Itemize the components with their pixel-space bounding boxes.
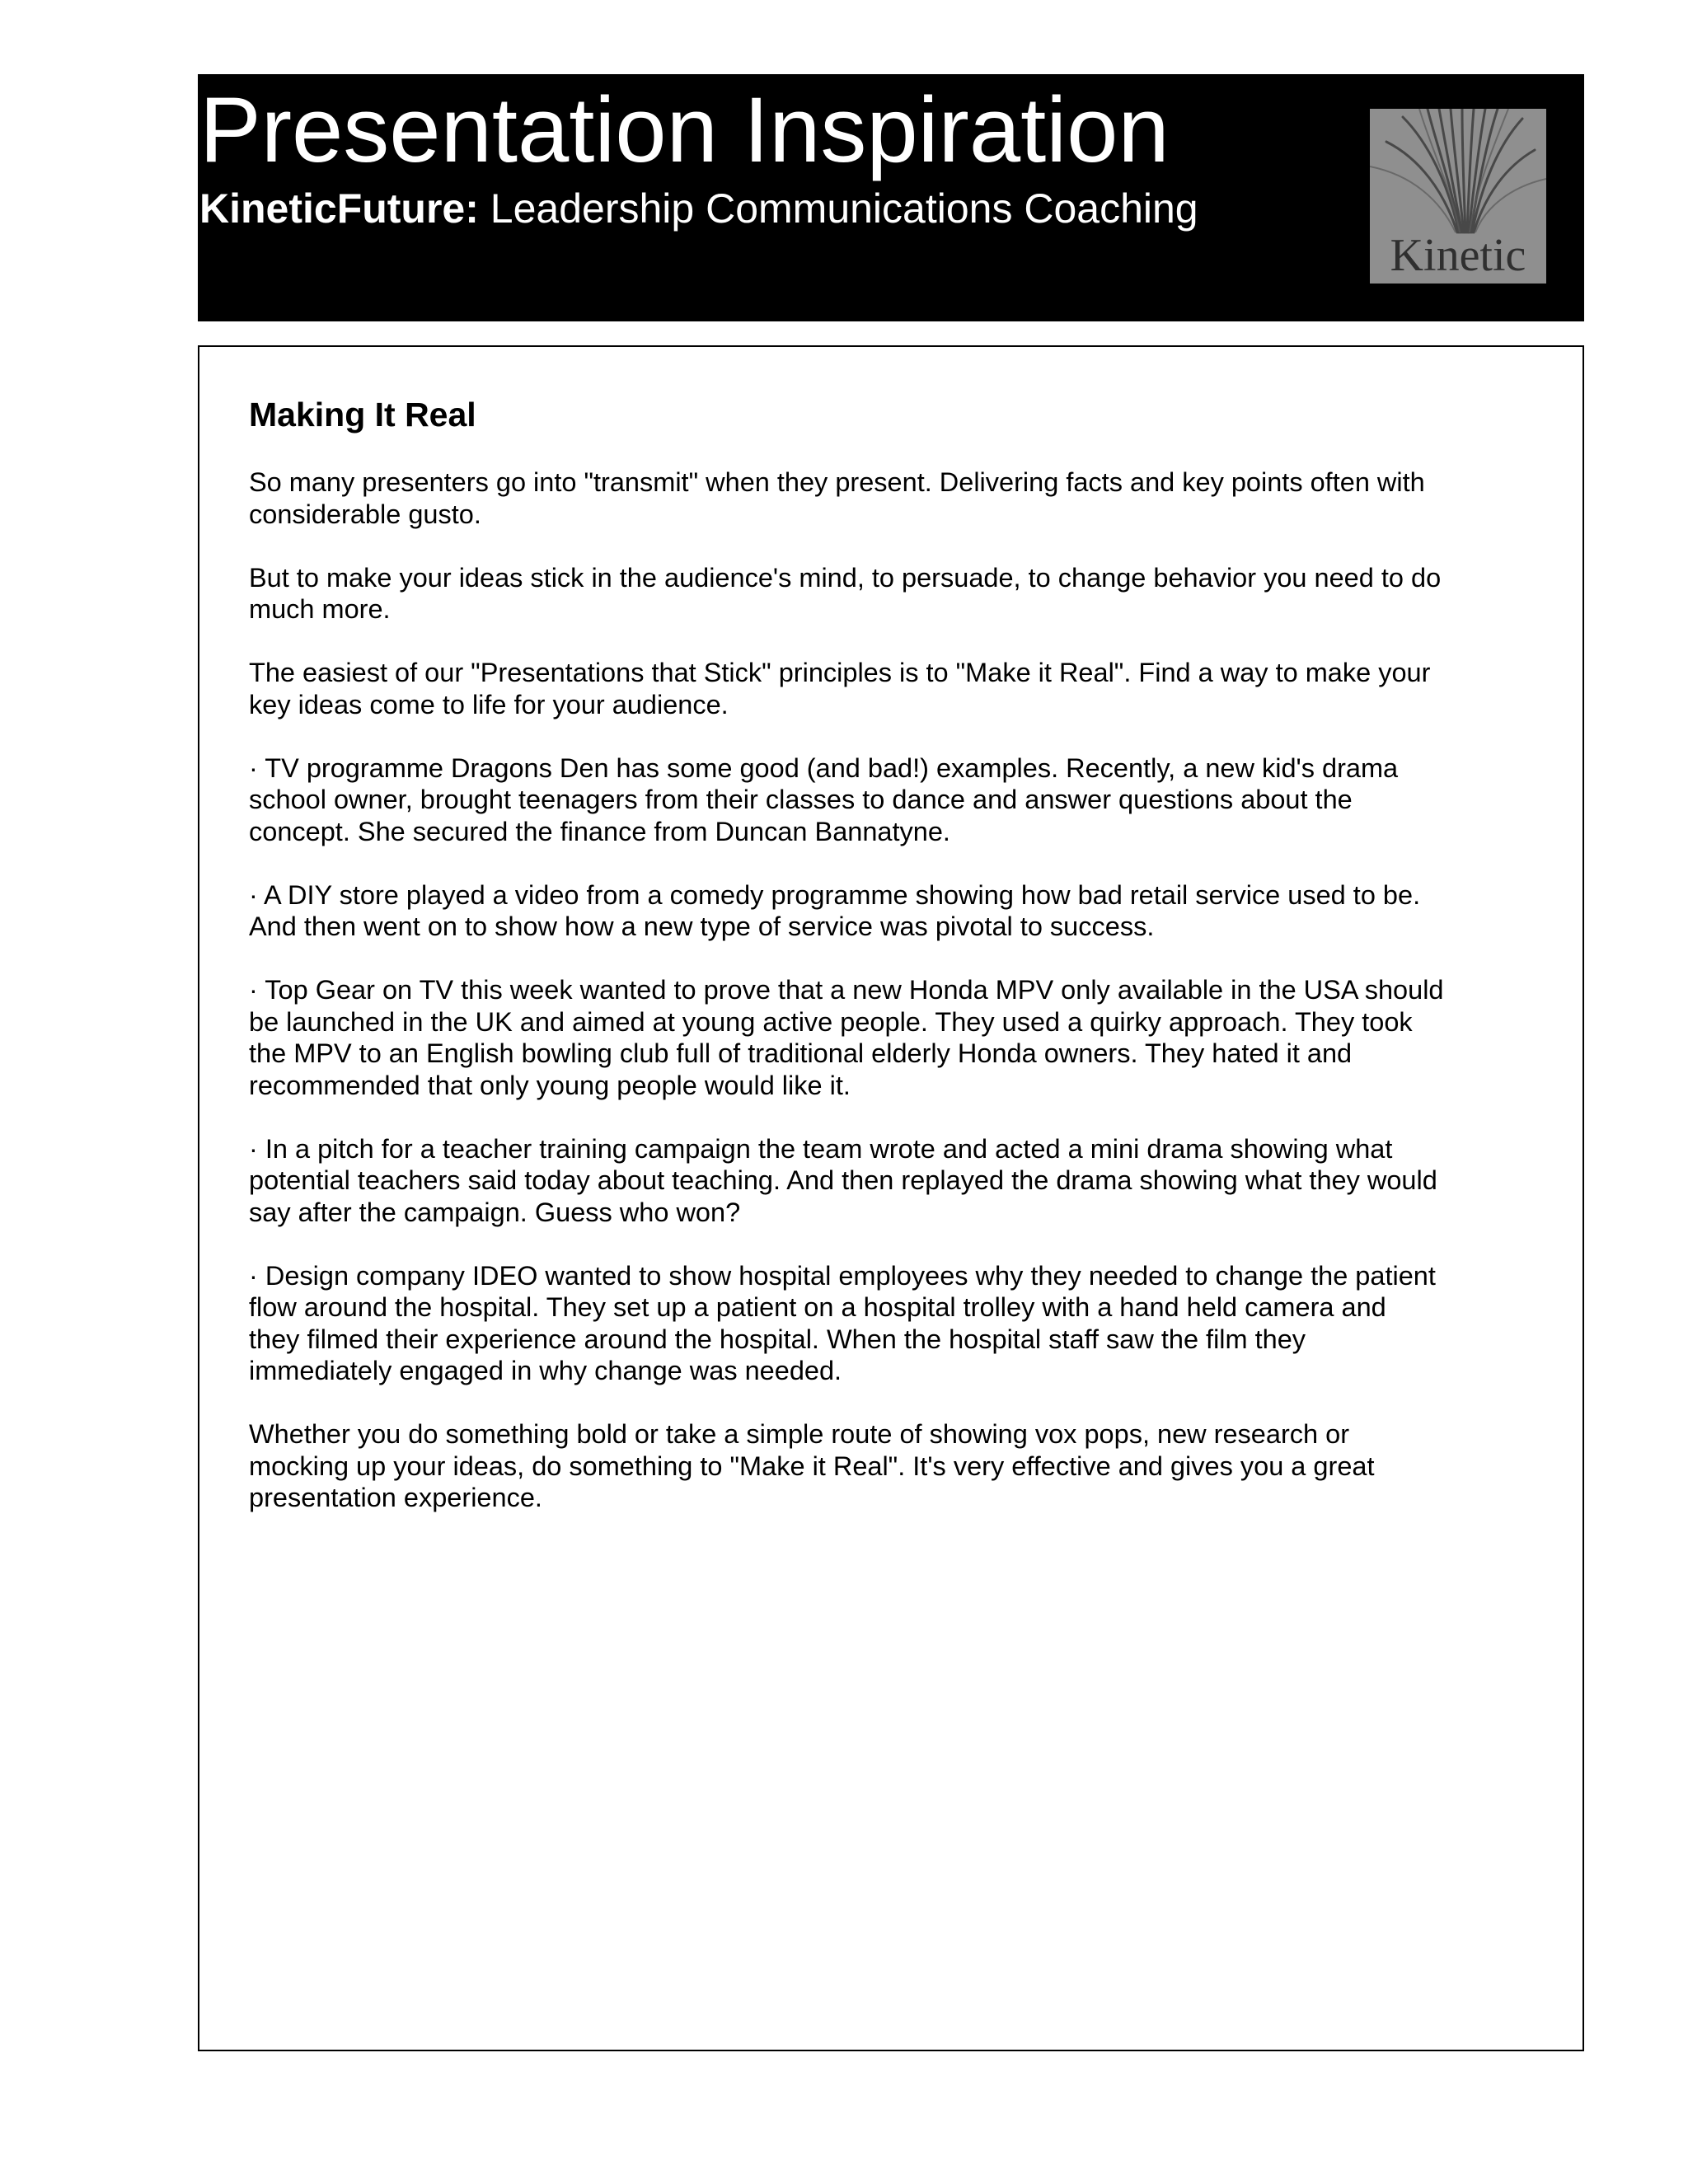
list-item-top-gear: · Top Gear on TV this week wanted to prove that a new Honda MPV only available in the USA should be launched in the UK and aimed at young active people. They used a quirky approach. They took the MPV to an English bowling club full of traditional elderly Honda owners. They hated it and recommended that only young people would like it. — [249, 975, 1444, 1100]
subtitle-text: Leadership Communications Coaching — [478, 185, 1198, 232]
article-heading: Making It Real — [249, 396, 476, 434]
paragraph-persuade: But to make your ideas stick in the audience's mind, to persuade, to change behavior you need to do much more. — [249, 562, 1442, 625]
page-subtitle — [199, 184, 1198, 233]
list-item-diy-store: · A DIY store played a video from a comedy programme showing how bad retail service used to be. And then went on to show how a new type of service was pivotal to success. — [249, 879, 1421, 942]
logo-wordmark: Kinetic — [1390, 230, 1526, 281]
paragraph-intro: So many presenters go into "transmit" when they present. Delivering facts and key points often with considerable gusto. — [249, 467, 1425, 529]
list-item-dragons-den: · TV programme Dragons Den has some good (and bad!) examples. Recently, a new kid's drama school owner, brought teenagers from their classes to dance and answer questions about the concept. She secured the finance from Duncan Bannatyne. — [249, 752, 1399, 846]
page-title: Presentation Inspiration — [199, 78, 1170, 181]
page-header — [198, 74, 1584, 321]
article-body — [249, 395, 1444, 1545]
list-item-ideo: · Design company IDEO wanted to show hospital employees why they needed to change the patient flow around the hospital. They set up a patient on a hospital trolley with a hand held camera and they filmed their experience around the hospital. When the hospital staff saw the film they immediately engaged in why change was needed. — [249, 1260, 1436, 1386]
paragraph-principle: The easiest of our "Presentations that Stick" principles is to "Make it Real". Find a way to make your key ideas come to life for your audience. — [249, 658, 1431, 719]
list-item-teacher-pitch: · In a pitch for a teacher training campaign the team wrote and acted a mini drama showing what potential teachers said today about teaching. And then replayed the drama showing what they would say after the campaign. Guess who won? — [249, 1133, 1437, 1227]
kinetic-logo — [1370, 109, 1546, 284]
brand-name: KineticFuture: — [199, 185, 479, 232]
paragraph-conclusion: Whether you do something bold or take a simple route of showing vox pops, new research or mocking up your ideas, do something to "Make it Real". It's very effective and gives you a great presentation experience. — [249, 1419, 1375, 1513]
article-frame — [198, 345, 1584, 2051]
